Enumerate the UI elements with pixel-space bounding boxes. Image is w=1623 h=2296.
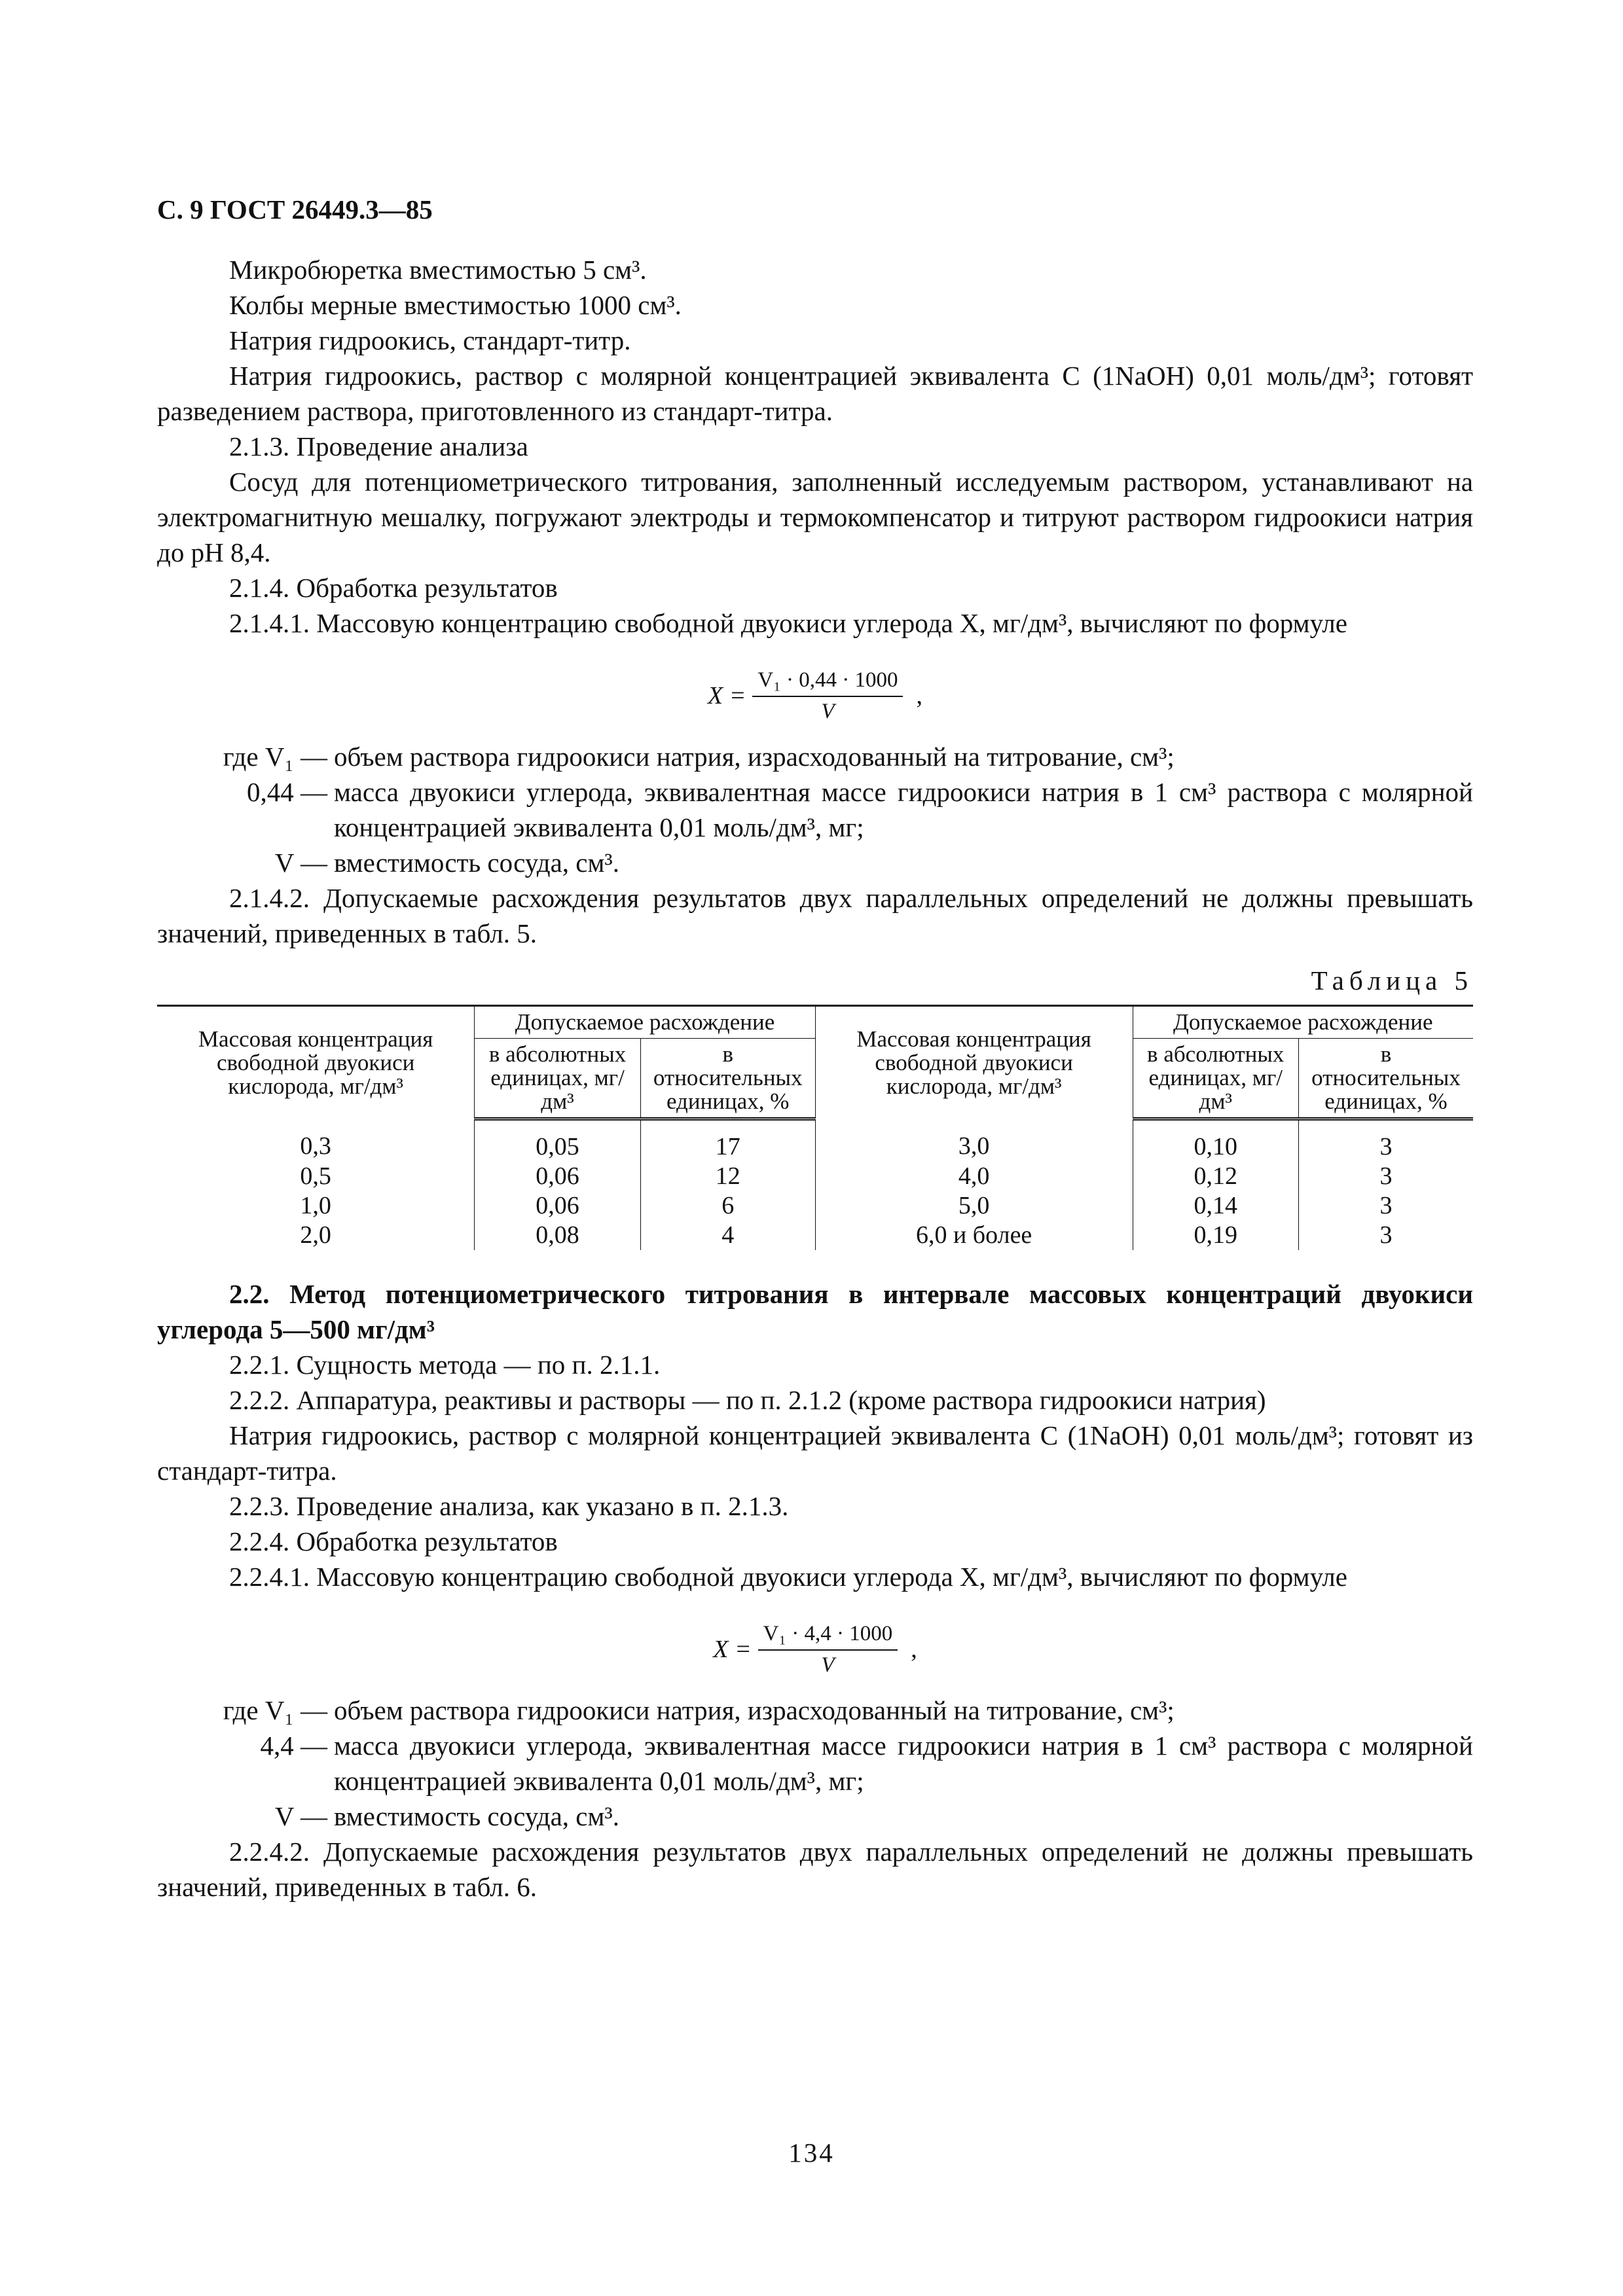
formula-2-denominator: V [821,1653,835,1677]
definition-term: 4,4 — [260,1731,327,1761]
paragraph-2-2-4-1: 2.2.4.1. Массовую концентрацию свободной двуокиси углерода X, мг/дм³, вычисляют по формуле [229,1562,1347,1592]
table-cell: 0,3 [157,1119,475,1162]
definition-item [157,739,1473,774]
table-cell: 0,06 [475,1162,640,1191]
paragraph-2-2-3: 2.2.3. Проведение анализа, как указано в п. 2.1.3. [229,1491,789,1521]
table-header-relative: в относительных единицах, % [640,1039,815,1119]
definition-term: где V₁ — [223,742,327,772]
paragraph-2-2-4: 2.2.4. Обработка результатов [229,1526,558,1556]
table-cell: 3 [1298,1162,1473,1191]
table-cell: 0,12 [1133,1162,1298,1191]
definition-item [157,1693,1473,1728]
definition-item [157,774,1473,845]
table-cell: 0,06 [475,1191,640,1221]
table-header-absolute: в абсолютных единицах, мг/дм³ [1133,1039,1298,1119]
definitions-2 [157,1693,1473,1834]
table-row [157,1119,1473,1162]
paragraph-2-1-4-1: 2.1.4.1. Массовую концентрацию свободной двуокиси углерода X, мг/дм³, вычисляют по формуле [229,608,1347,638]
table-row [157,1221,1473,1250]
paragraph-2-2-4-2: 2.2.4.2. Допускаемые расхождения результатов двух параллельных определений не должны превышать значений, приведенных в табл. 6. [157,1837,1473,1902]
table-header-concentration: Массовая концентрация свободной двуокиси кислорода, мг/дм³ [815,1006,1133,1119]
table-row [157,1191,1473,1221]
formula-1 [157,667,1473,725]
formula-1-comma: , [916,682,922,709]
table-cell: 6,0 и более [815,1221,1133,1250]
table-cell: 3,0 [815,1119,1133,1162]
definition-item [157,845,1473,880]
table-cell: 0,08 [475,1221,640,1250]
table-cell: 5,0 [815,1191,1133,1221]
page-header: С. 9 ГОСТ 26449.3—85 [157,194,433,224]
table-header-relative: в относительных единицах, % [1298,1039,1473,1119]
definitions-1 [157,739,1473,880]
paragraph-analysis-procedure: Сосуд для потенциометрического титрования, заполненный исследуемым раствором, устанавливают на электромагнитную мешалку, погружают электроды и термокомпенсатор и титруют раствором гидроокиси натрия до рН 8,4. [157,467,1473,567]
formula-2-comma: , [911,1636,917,1663]
section-2-2-title: 2.2. Метод потенциометрического титрования в интервале массовых концентраций двуокиси углерода 5—500 мг/дм³ [157,1279,1473,1344]
table-cell: 3 [1298,1191,1473,1221]
definition-desc: вместимость сосуда, см³. [334,1801,619,1831]
formula-1-denominator: V [821,700,835,723]
formula-1-fraction [752,667,903,725]
definition-desc: масса двуокиси углерода, эквивалентная массе гидроокиси натрия в 1 см³ раствора с молярной концентрацией эквивалента 0,01 моль/дм³, мг; [334,777,1473,842]
table-5-caption: Таблица 5 [1311,965,1473,996]
table-row [157,1162,1473,1191]
table-cell: 17 [640,1119,815,1162]
formula-1-lhs: X = [708,682,746,709]
paragraph-flasks: Колбы мерные вместимостью 1000 см³. [229,290,682,320]
table-cell: 1,0 [157,1191,475,1221]
table-cell: 0,19 [1133,1221,1298,1250]
definition-term: где V₁ — [223,1695,327,1725]
table-cell: 3 [1298,1119,1473,1162]
table-cell: 4 [640,1221,815,1250]
table-header-tolerance: Допускаемое расхождение [1133,1006,1473,1039]
table-cell: 0,05 [475,1119,640,1162]
formula-2-numerator: V₁ · 4,4 · 1000 [758,1621,898,1651]
paragraph-microburette: Микробюретка вместимостью 5 см³. [229,255,647,285]
definition-term: V — [274,1801,327,1831]
page-number: 134 [788,2138,835,2168]
table-header-tolerance: Допускаемое расхождение [475,1006,815,1039]
definition-desc: вместимость сосуда, см³. [334,848,619,878]
paragraph-2-2-2: 2.2.2. Аппаратура, реактивы и растворы — по п. 2.1.2 (кроме раствора гидроокиси натрия) [229,1385,1266,1415]
table-header-absolute: в абсолютных единицах, мг/дм³ [475,1039,640,1119]
definition-term: V — [274,848,327,878]
paragraph-2-2-1: 2.2.1. Сущность метода — по п. 2.1.1. [229,1350,661,1380]
paragraph-2-1-4-2: 2.1.4.2. Допускаемые расхождения результатов двух параллельных определений не должны превышать значений, приведенных в табл. 5. [157,883,1473,948]
table-cell: 6 [640,1191,815,1221]
table-5 [157,1005,1473,1250]
table-cell: 2,0 [157,1221,475,1250]
paragraph-naoh-solution-2: Натрия гидроокись, раствор с молярной концентрацией эквивалента C (1NaOH) 0,01 моль/дм³; готовят из стандарт-титра. [157,1420,1473,1486]
definition-term: 0,44 — [247,777,327,807]
definition-desc: масса двуокиси углерода, эквивалентная массе гидроокиси натрия в 1 см³ раствора с молярной концентрацией эквивалента 0,01 моль/дм³, мг; [334,1731,1473,1796]
table-cell: 3 [1298,1221,1473,1250]
table-cell: 0,10 [1133,1119,1298,1162]
definition-desc: объем раствора гидроокиси натрия, израсходованный на титрование, см³; [334,742,1175,772]
table-cell: 0,5 [157,1162,475,1191]
formula-2 [157,1621,1473,1678]
formula-2-lhs: X = [713,1636,752,1663]
section-2-1-3-title: 2.1.3. Проведение анализа [229,431,528,461]
section-2-1-4-title: 2.1.4. Обработка результатов [229,573,558,603]
document-page [157,190,1473,1905]
table-cell: 12 [640,1162,815,1191]
table-cell: 4,0 [815,1162,1133,1191]
paragraph-naoh-solution: Натрия гидроокись, раствор с молярной концентрацией эквивалента C (1NaOH) 0,01 моль/дм³; готовят разведением раствора, приготовленного из стандарт-титра. [157,361,1473,426]
definition-item [157,1799,1473,1834]
formula-2-fraction [758,1621,898,1678]
table-cell: 0,14 [1133,1191,1298,1221]
table-header-concentration: Массовая концентрация свободной двуокиси кислорода, мг/дм³ [157,1006,475,1119]
formula-1-numerator: V₁ · 0,44 · 1000 [752,667,903,697]
paragraph-naoh-titr: Натрия гидроокись, стандарт-титр. [229,325,631,355]
definition-desc: объем раствора гидроокиси натрия, израсходованный на титрование, см³; [334,1695,1175,1725]
definition-item [157,1728,1473,1799]
